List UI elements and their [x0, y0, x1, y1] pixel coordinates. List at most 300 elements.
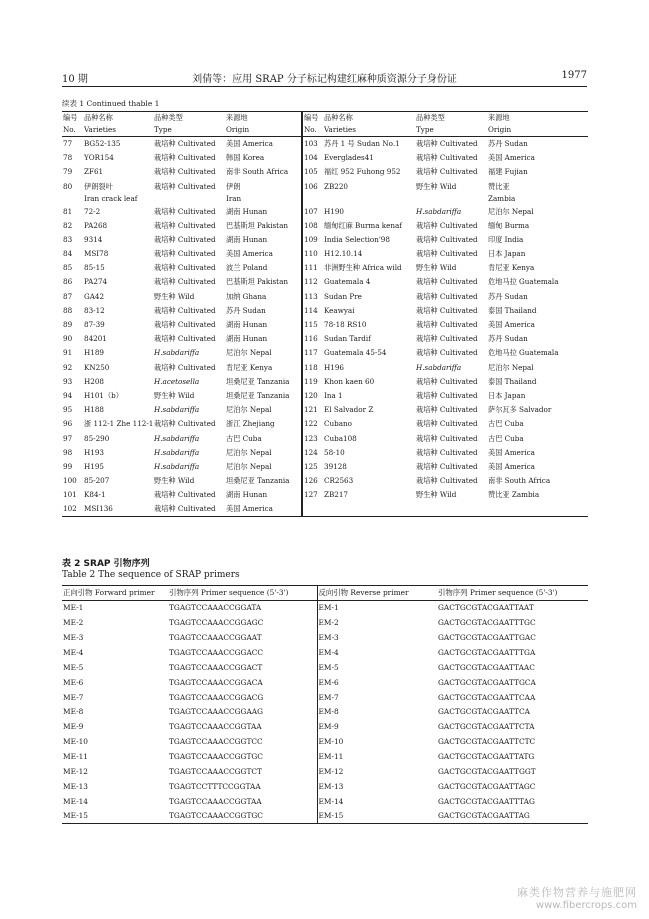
- cell-forward-primer: ME-14: [63, 796, 89, 806]
- cell-no: 91: [63, 348, 73, 358]
- cell-type: H.acetosella: [154, 376, 200, 386]
- table2-header-row: [62, 586, 588, 601]
- site-watermark: [517, 884, 637, 911]
- germplasm-row: [62, 137, 588, 151]
- cell-type: 栽培种 Cultivated: [416, 405, 478, 415]
- primer-table: [62, 585, 588, 824]
- cell-type: [153, 193, 225, 204]
- header-reverse-primer: 反向引物 Reverse primer: [317, 586, 437, 601]
- cell-type: 栽培种 Cultivated: [416, 419, 478, 429]
- cell-no: 96: [63, 419, 73, 429]
- cell-origin: 古巴 Cuba: [488, 433, 524, 443]
- table1-header-row-cn: [62, 112, 588, 125]
- cell-reverse-primer: EM-15: [317, 809, 437, 824]
- cell-variety: 58-10: [324, 447, 345, 457]
- cell-forward-sequence: TGAGTCCAAACCGGAAG: [169, 707, 264, 717]
- cell-type: 栽培种 Cultivated: [416, 277, 478, 287]
- germplasm-table: [62, 111, 588, 517]
- cell-origin: 韩国 Korea: [226, 153, 265, 163]
- cell-forward-sequence: TGAGTCCAAACCGGTAA: [169, 722, 262, 732]
- cell-forward-primer: ME-9: [63, 722, 84, 732]
- cell-variety: YOR154: [84, 153, 114, 163]
- cell-forward-primer: ME-6: [63, 677, 84, 687]
- header-type-cn: 品种类型: [153, 112, 225, 125]
- cell-no: 80: [63, 181, 73, 191]
- cell-origin: 危地马拉 Guatemala: [488, 277, 559, 287]
- primer-row: [62, 809, 588, 824]
- cell-variety: 83-12: [84, 305, 105, 315]
- cell-type: 栽培种 Cultivated: [416, 447, 478, 457]
- cell-type: 栽培种 Cultivated: [416, 234, 478, 244]
- cell-no: 99: [63, 461, 73, 471]
- cell-variety: Cuba108: [324, 433, 357, 443]
- cell-no: 124: [302, 445, 323, 459]
- cell-variety: Guatemala 4: [324, 277, 371, 287]
- cell-type: [415, 502, 487, 516]
- cell-variety: Cubano: [324, 419, 352, 429]
- cell-origin: 浙江 Zhejiang: [226, 419, 275, 429]
- cell-type: H.sabdariffa: [154, 405, 200, 415]
- cell-no: 118: [302, 360, 323, 374]
- cell-origin: 日本 Japan: [488, 249, 526, 259]
- cell-variety: ZF61: [84, 167, 104, 177]
- cell-type: H.sabdariffa: [416, 362, 462, 372]
- germplasm-row: [62, 346, 588, 360]
- cell-origin: 坦桑尼亚 Tanzania: [226, 390, 290, 400]
- cell-origin: 泰国 Thailand: [488, 305, 537, 315]
- cell-origin: 坦桑尼亚 Tanzania: [226, 476, 290, 486]
- cell-variety: H196: [324, 362, 344, 372]
- cell-forward-sequence: TGAGTCCAAACCGGTGC: [168, 809, 317, 824]
- cell-type: 栽培种 Cultivated: [154, 139, 216, 149]
- cell-origin: 加纳 Ghana: [226, 291, 267, 301]
- cell-reverse-primer: EM-10: [317, 735, 437, 750]
- cell-variety: Ina 1: [324, 390, 343, 400]
- cell-type: 栽培种 Cultivated: [416, 390, 478, 400]
- cell-variety: KN250: [84, 362, 110, 372]
- cell-forward-primer: ME-11: [63, 752, 89, 762]
- cell-origin: 湖南 Hunan: [226, 206, 268, 216]
- primer-row: [62, 720, 588, 735]
- cell-variety: El Salvador Z: [324, 405, 374, 415]
- cell-reverse-primer: EM-1: [317, 601, 437, 616]
- cell-variety: Sudan Tardif: [324, 334, 371, 344]
- cell-reverse-primer: EM-7: [317, 690, 437, 705]
- cell-origin: 尼泊尔 Nepal: [226, 348, 272, 358]
- cell-no: 120: [302, 388, 323, 402]
- germplasm-row: [62, 502, 588, 516]
- cell-forward-sequence: TGAGTCCAAACCGGACC: [169, 647, 264, 657]
- cell-variety: 85-207: [84, 476, 110, 486]
- running-header: [62, 70, 587, 84]
- cell-no: 108: [302, 218, 323, 232]
- cell-type: 栽培种 Cultivated: [154, 220, 216, 230]
- cell-no: 79: [63, 167, 73, 177]
- cell-no: 119: [302, 374, 323, 388]
- cell-no: 127: [302, 488, 323, 502]
- cell-type: 栽培种 Cultivated: [153, 502, 225, 516]
- cell-type: 栽培种 Cultivated: [416, 249, 478, 259]
- cell-variety: 87-39: [84, 320, 105, 330]
- cell-origin: 福建 Fujian: [488, 167, 528, 177]
- cell-no: 117: [302, 346, 323, 360]
- cell-no: 89: [63, 320, 73, 330]
- cell-origin: 南非 South Africa: [488, 476, 551, 486]
- germplasm-row: [62, 459, 588, 473]
- cell-no: 90: [63, 334, 73, 344]
- cell-no: [62, 193, 83, 204]
- germplasm-row: [62, 204, 588, 218]
- cell-origin: 波兰 Poland: [226, 263, 268, 273]
- cell-origin: 美国 America: [488, 461, 535, 471]
- cell-type: 野生种 Wild: [416, 263, 457, 273]
- cell-type: 栽培种 Cultivated: [154, 167, 216, 177]
- primer-row: [62, 660, 588, 675]
- cell-origin: 尼泊尔 Nepal: [226, 447, 272, 457]
- cell-type: 栽培种 Cultivated: [416, 348, 478, 358]
- cell-no: 110: [302, 247, 323, 261]
- header-forward-sequence: 引物序列 Primer sequence (5'-3'): [168, 586, 317, 601]
- cell-origin: 南非 South Africa: [226, 167, 289, 177]
- cell-type: 栽培种 Cultivated: [416, 320, 478, 330]
- table1-header-row-en: [62, 124, 588, 137]
- cell-type: 野生种 Wild: [416, 490, 457, 500]
- header-type-en: Type: [153, 124, 225, 137]
- cell-origin: 湖南 Hunan: [226, 334, 268, 344]
- germplasm-row: [62, 289, 588, 303]
- cell-no: 104: [302, 151, 323, 165]
- cell-type: 栽培种 Cultivated: [416, 476, 478, 486]
- cell-origin: 赞比亚 Zambia: [488, 490, 540, 500]
- cell-type: H.sabdariffa: [154, 447, 200, 457]
- cell-origin: 湖南 Hunan: [226, 234, 268, 244]
- cell-variety: K84-1: [84, 490, 106, 500]
- cell-origin: 赞比亚: [488, 181, 510, 191]
- cell-reverse-sequence: GACTGCGTACGAATTAGC: [438, 781, 536, 791]
- cell-type: 栽培种 Cultivated: [416, 167, 478, 177]
- cell-origin: 肯尼亚 Kenya: [488, 263, 535, 273]
- cell-reverse-sequence: GACTGCGTACGAATTGCA: [438, 677, 536, 687]
- cell-variety: 非洲野生种 Africa wild: [324, 263, 402, 273]
- header-origin-en: Origin: [225, 124, 302, 137]
- cell-origin: 古巴 Cuba: [226, 433, 262, 443]
- cell-variety: Everglades41: [324, 153, 374, 163]
- cell-origin: 苏丹 Sudan: [488, 139, 528, 149]
- cell-no: 123: [302, 431, 323, 445]
- cell-forward-primer: ME-8: [63, 707, 84, 717]
- cell-forward-primer: ME-3: [63, 633, 84, 643]
- cell-variety: Sudan Pre: [324, 291, 362, 301]
- cell-variety: Keawyai: [324, 305, 355, 315]
- cell-origin: 苏丹 Sudan: [488, 334, 528, 344]
- cell-type: 栽培种 Cultivated: [154, 320, 216, 330]
- germplasm-row: [62, 445, 588, 459]
- primer-row: [62, 735, 588, 750]
- cell-forward-sequence: TGAGTCCAAACCGGTGC: [169, 752, 263, 762]
- cell-type: 栽培种 Cultivated: [154, 334, 216, 344]
- primer-row: [62, 690, 588, 705]
- cell-type: 栽培种 Cultivated: [154, 277, 216, 287]
- header-origin-en: Origin: [487, 124, 588, 137]
- cell-origin: 日本 Japan: [488, 390, 526, 400]
- cell-origin: Zambia: [488, 194, 516, 204]
- primer-row: [62, 601, 588, 616]
- cell-no: 85: [63, 263, 73, 273]
- issue-number: 10 期: [62, 74, 88, 85]
- cell-no: 88: [63, 305, 73, 315]
- cell-no: 94: [63, 390, 73, 400]
- cell-no: 77: [63, 139, 73, 149]
- cell-variety: MSI136: [83, 502, 153, 516]
- cell-variety: [323, 502, 415, 516]
- cell-origin: 危地马拉 Guatemala: [488, 348, 559, 358]
- cell-reverse-primer: EM-14: [317, 794, 437, 809]
- cell-reverse-sequence: GACTGCGTACGAATTGGT: [438, 767, 536, 777]
- cell-forward-sequence: TGAGTCCAAACCGGAGC: [169, 618, 264, 628]
- cell-no: 82: [63, 220, 73, 230]
- cell-forward-primer: ME-12: [63, 767, 89, 777]
- cell-no: 97: [63, 433, 73, 443]
- cell-no: 125: [302, 459, 323, 473]
- cell-reverse-sequence: GACTGCGTACGAATTCA: [438, 707, 530, 717]
- cell-no: 109: [302, 232, 323, 246]
- cell-no: 78: [63, 153, 73, 163]
- cell-origin: 湖南 Hunan: [226, 320, 268, 330]
- cell-variety: H188: [84, 405, 104, 415]
- cell-no: 107: [302, 204, 323, 218]
- germplasm-row: [62, 151, 588, 165]
- cell-type: 栽培种 Cultivated: [154, 305, 216, 315]
- cell-reverse-primer: EM-5: [317, 660, 437, 675]
- cell-forward-primer: ME-7: [63, 692, 84, 702]
- header-type-cn: 品种类型: [415, 112, 487, 125]
- watermark-text: 麻类作物营养与施肥网: [517, 886, 637, 899]
- cell-reverse-sequence: GACTGCGTACGAATTAAC: [438, 662, 535, 672]
- cell-variety: H208: [84, 376, 104, 386]
- cell-origin: 坦桑尼亚 Tanzania: [226, 376, 290, 386]
- cell-no: 114: [302, 303, 323, 317]
- cell-no: 115: [302, 318, 323, 332]
- germplasm-row: [62, 431, 588, 445]
- cell-origin: 美国 America: [226, 249, 273, 259]
- cell-no: 105: [302, 165, 323, 179]
- cell-type: H.sabdariffa: [154, 461, 200, 471]
- cell-origin: 伊朗: [226, 181, 241, 191]
- cell-type: 栽培种 Cultivated: [416, 433, 478, 443]
- germplasm-row: [62, 232, 588, 246]
- cell-type: 栽培种 Cultivated: [416, 220, 478, 230]
- cell-reverse-primer: EM-11: [317, 749, 437, 764]
- cell-type: H.sabdariffa: [154, 348, 200, 358]
- watermark-url: www.fibercrops.com: [535, 900, 637, 911]
- header-no-cn: 编号: [62, 112, 83, 125]
- germplasm-row: [62, 275, 588, 289]
- cell-forward-sequence: TGAGTCCAAACCGGATA: [169, 603, 262, 613]
- cell-no: 121: [302, 403, 323, 417]
- germplasm-row: [62, 247, 588, 261]
- cell-type: 栽培种 Cultivated: [154, 490, 216, 500]
- cell-no: 81: [63, 206, 73, 216]
- primer-row: [62, 794, 588, 809]
- table1-caption: 续表 1 Continued thable 1: [62, 99, 160, 108]
- header-rule: [62, 86, 587, 87]
- cell-origin: 苏丹 Sudan: [488, 291, 528, 301]
- cell-type: 野生种 Wild: [154, 476, 195, 486]
- germplasm-row: [62, 488, 588, 502]
- cell-origin: 尼泊尔 Nepal: [488, 362, 534, 372]
- cell-forward-primer: ME-4: [63, 647, 84, 657]
- cell-type: 栽培种 Cultivated: [154, 234, 216, 244]
- cell-no: 126: [302, 474, 323, 488]
- cell-reverse-sequence: GACTGCGTACGAATTTGA: [438, 647, 536, 657]
- cell-variety: 9314: [84, 234, 103, 244]
- cell-no: 95: [63, 405, 73, 415]
- cell-no: 113: [302, 289, 323, 303]
- germplasm-row: [62, 179, 588, 193]
- cell-forward-sequence: TGAGTCCAAACCGGTCT: [169, 767, 262, 777]
- cell-forward-sequence: TGAGTCCAAACCGGACT: [169, 662, 263, 672]
- germplasm-row: [62, 474, 588, 488]
- cell-no: 86: [63, 277, 73, 287]
- germplasm-row: [62, 388, 588, 402]
- germplasm-row: [62, 332, 588, 346]
- page-number: 1977: [561, 70, 587, 81]
- cell-type: 栽培种 Cultivated: [154, 249, 216, 259]
- cell-origin: 巴基斯坦 Pakistan: [226, 220, 288, 230]
- cell-forward-sequence: TGAGTCCAAACCGGACG: [169, 692, 264, 702]
- cell-type: 栽培种 Cultivated: [154, 206, 216, 216]
- cell-reverse-primer: EM-2: [317, 615, 437, 630]
- cell-origin: 美国 America: [488, 320, 535, 330]
- cell-variety: Guatemala 45-54: [324, 348, 387, 358]
- header-variety-en: Varieties: [83, 124, 153, 137]
- primer-row: [62, 749, 588, 764]
- header-no-cn: 编号: [302, 112, 323, 125]
- cell-type: 野生种 Wild: [154, 390, 195, 400]
- cell-reverse-sequence: GACTGCGTACGAATTTAG: [438, 796, 535, 806]
- cell-type: 栽培种 Cultivated: [416, 139, 478, 149]
- cell-forward-sequence: TGAGTCCAAACCGGACA: [169, 677, 263, 687]
- cell-origin: 泰国 Thailand: [488, 376, 537, 386]
- table2-caption-en: Table 2 The sequence of SRAP primers: [62, 570, 240, 580]
- cell-variety: 苏丹 1 号 Sudan No.1: [324, 139, 400, 149]
- cell-origin: 湖南 Hunan: [226, 490, 268, 500]
- cell-forward-primer: ME-13: [63, 781, 89, 791]
- cell-variety: Khon kaen 60: [324, 376, 375, 386]
- cell-no: [302, 502, 323, 516]
- cell-variety: GA42: [84, 291, 105, 301]
- cell-forward-primer: ME-2: [63, 618, 84, 628]
- cell-variety: CR2563: [324, 476, 354, 486]
- primer-row: [62, 779, 588, 794]
- header-variety-cn: 品种名称: [323, 112, 415, 125]
- cell-variety: ZB220: [324, 181, 348, 191]
- cell-origin: 尼泊尔 Nepal: [488, 206, 534, 216]
- primer-row: [62, 764, 588, 779]
- germplasm-row: [62, 417, 588, 431]
- header-forward-primer: 正向引物 Forward primer: [62, 586, 168, 601]
- cell-type: 栽培种 Cultivated: [154, 419, 216, 429]
- cell-forward-primer: ME-5: [63, 662, 84, 672]
- cell-no: 103: [302, 137, 323, 151]
- cell-reverse-primer: EM-3: [317, 630, 437, 645]
- cell-type: 栽培种 Cultivated: [154, 153, 216, 163]
- cell-origin: 萨尔瓦多 Salvador: [488, 405, 552, 415]
- header-variety-en: Varieties: [323, 124, 415, 137]
- cell-no: [302, 193, 323, 204]
- cell-variety: BG52-135: [84, 139, 121, 149]
- cell-variety: 78-18 RS10: [324, 320, 367, 330]
- germplasm-row: [62, 261, 588, 275]
- germplasm-row: [62, 303, 588, 317]
- cell-origin: 美国 America: [488, 153, 535, 163]
- cell-variety: H190: [324, 206, 344, 216]
- header-origin-cn: 来源地: [487, 112, 588, 125]
- cell-forward-sequence: TGAGTCCTTTCCGGTAA: [169, 781, 261, 791]
- primer-row: [62, 675, 588, 690]
- cell-reverse-sequence: GACTGCGTACGAATTATG: [438, 752, 535, 762]
- cell-no: 101: [63, 490, 77, 500]
- cell-no: 100: [63, 476, 77, 486]
- cell-forward-sequence: TGAGTCCAAACCGGTAA: [169, 796, 262, 806]
- cell-reverse-sequence: GACTGCGTACGAATTGAC: [438, 633, 536, 643]
- cell-reverse-primer: EM-4: [317, 645, 437, 660]
- cell-origin: 美国 America: [488, 447, 535, 457]
- cell-reverse-primer: EM-13: [317, 779, 437, 794]
- cell-variety: 84201: [84, 334, 107, 344]
- header-no-en: No.: [62, 124, 83, 137]
- primer-row: [62, 705, 588, 720]
- cell-type: 栽培种 Cultivated: [416, 461, 478, 471]
- cell-origin: 肯尼亚 Kenya: [226, 362, 273, 372]
- cell-origin: 缅甸 Burma: [488, 220, 530, 230]
- cell-reverse-sequence: GACTGCGTACGAATTTGC: [438, 618, 536, 628]
- cell-no: 93: [63, 376, 73, 386]
- cell-forward-primer: ME-10: [63, 737, 89, 747]
- cell-variety: MSI78: [84, 249, 109, 259]
- primer-row: [62, 645, 588, 660]
- cell-reverse-sequence: GACTGCGTACGAATTCTA: [438, 722, 535, 732]
- table2-caption-cn: 表 2 SRAP 引物序列: [62, 559, 150, 569]
- cell-variety: 伊朗裂叶: [84, 181, 113, 191]
- primer-row: [62, 615, 588, 630]
- cell-variety: H189: [84, 348, 104, 358]
- cell-variety: H193: [84, 447, 104, 457]
- cell-origin: 美国 America: [226, 139, 273, 149]
- cell-no: 116: [302, 332, 323, 346]
- cell-type: 栽培种 Cultivated: [416, 376, 478, 386]
- cell-type: [415, 193, 487, 204]
- cell-variety: 85-15: [84, 263, 105, 273]
- cell-origin: Iran: [226, 194, 242, 204]
- cell-origin: 尼泊尔 Nepal: [226, 461, 272, 471]
- cell-variety: H12.10.14: [324, 249, 363, 259]
- cell-reverse-sequence: GACTGCGTACGAATTAG: [437, 809, 588, 824]
- cell-origin: [487, 502, 588, 516]
- header-variety-cn: 品种名称: [83, 112, 153, 125]
- cell-reverse-primer: EM-12: [317, 764, 437, 779]
- cell-variety: Iran crack leaf: [84, 194, 138, 204]
- cell-variety: 72-2: [84, 206, 101, 216]
- cell-forward-primer: ME-15: [62, 809, 168, 824]
- cell-forward-sequence: TGAGTCCAAACCGGAAT: [169, 633, 262, 643]
- cell-type: 栽培种 Cultivated: [416, 305, 478, 315]
- cell-forward-primer: ME-1: [63, 603, 84, 613]
- cell-variety: [323, 193, 415, 204]
- cell-reverse-sequence: GACTGCGTACGAATTAAT: [438, 603, 534, 613]
- cell-no: 83: [63, 234, 73, 244]
- cell-reverse-sequence: GACTGCGTACGAATTCTC: [438, 737, 536, 747]
